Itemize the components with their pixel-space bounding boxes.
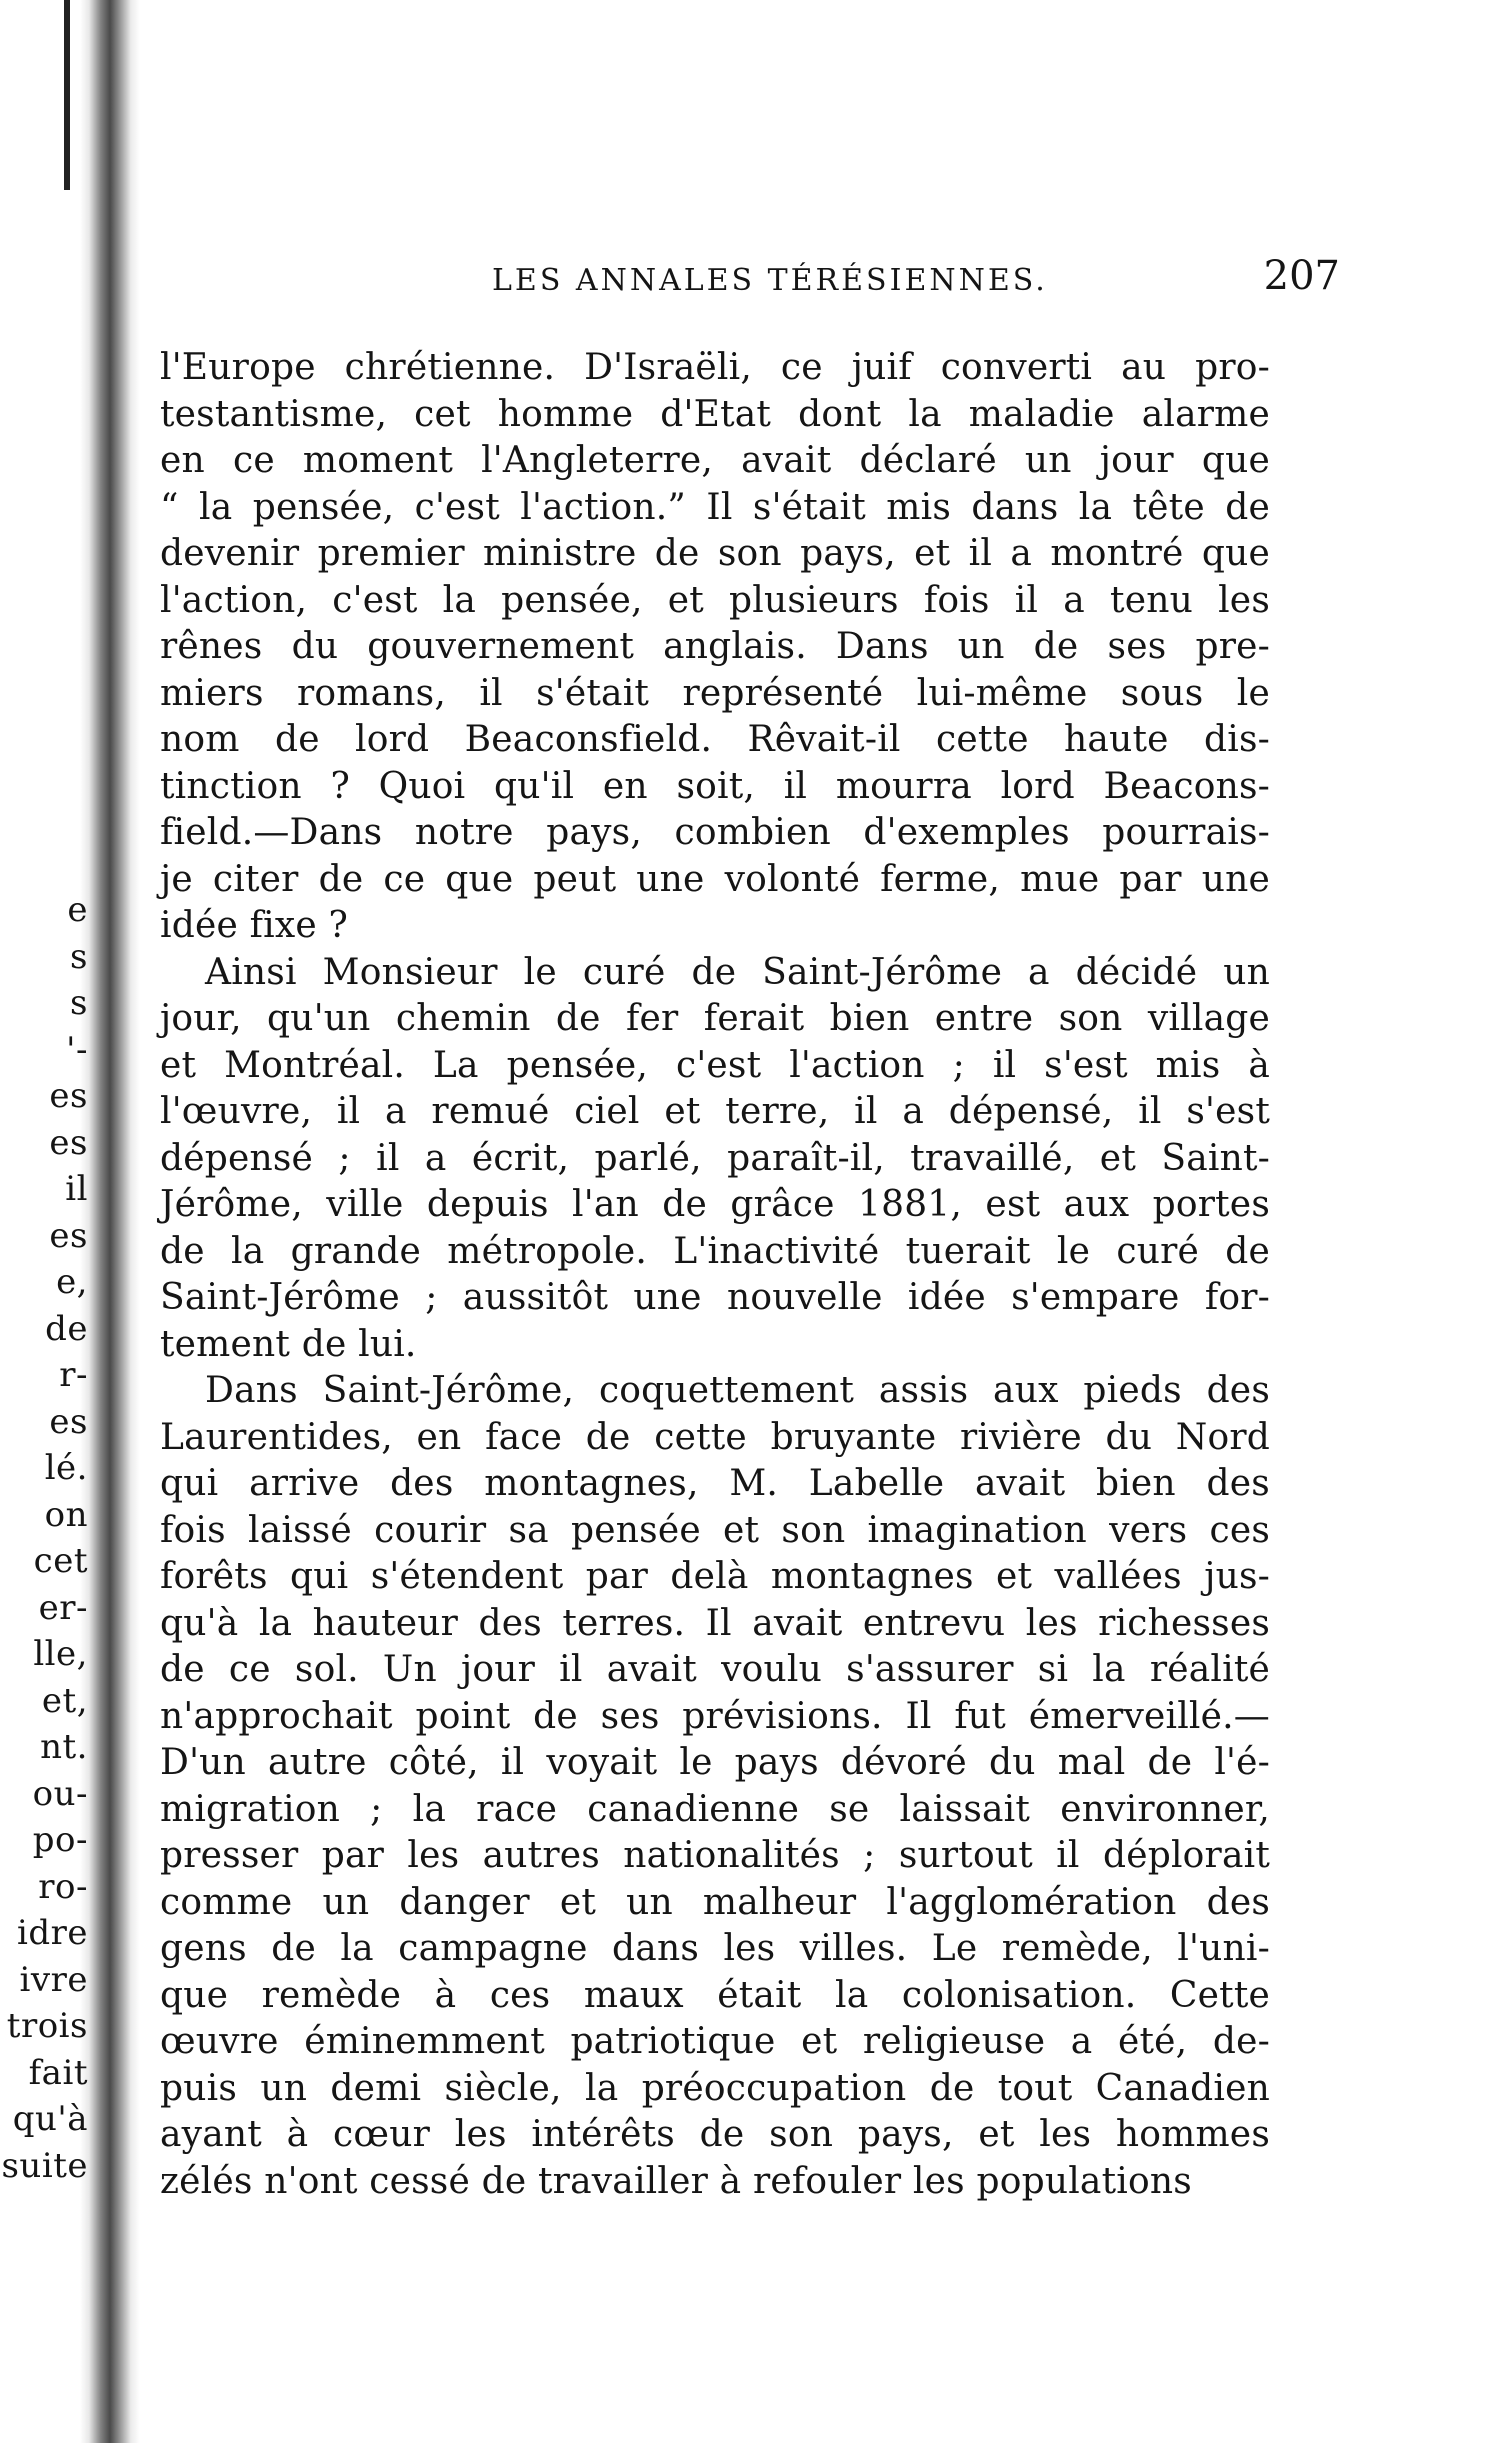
text-line: migration ; la race canadienne se laissait environner,	[160, 1788, 1270, 1830]
body-text	[160, 345, 1340, 2205]
text-line: zélés n'ont cessé de travailler à refouler les populations	[160, 2160, 1192, 2202]
book-page	[160, 255, 1340, 2205]
text-line: Jérôme, ville depuis l'an de grâce 1881, est aux portes	[160, 1184, 1270, 1225]
text-line: testantisme, cet homme d'Etat dont la maladie alarme	[160, 393, 1270, 435]
text-line: rênes du gouvernement anglais. Dans un de ses pre-	[160, 626, 1270, 667]
text-line: Ainsi Monsieur le curé de Saint-Jérôme a décidé un	[205, 951, 1270, 993]
text-line: dépensé ; il a écrit, parlé, paraît-il, travaillé, et Saint-	[160, 1137, 1270, 1179]
page-number: 207	[1263, 253, 1340, 299]
text-line: qui arrive des montagnes, M. Labelle avait bien des	[160, 1463, 1270, 1504]
text-line: et Montréal. La pensée, c'est l'action ; il s'est mis à	[160, 1044, 1270, 1086]
facing-page-text-fragment: il	[65, 1169, 88, 1209]
text-line: devenir premier ministre de son pays, et il a montré que	[160, 533, 1270, 574]
facing-page-text-fragment: es	[49, 1076, 88, 1116]
facing-page-text-fragment: et,	[41, 1680, 88, 1721]
facing-page-text-fragment: e	[67, 890, 88, 930]
text-line: jour, qu'un chemin de fer ferait bien entre son village	[160, 998, 1270, 1039]
text-line: Saint-Jérôme ; aussitôt une nouvelle idée s'empare for-	[160, 1277, 1270, 1318]
facing-page-text-fragment: r-	[59, 1355, 88, 1395]
facing-page-text-fragment: ro-	[38, 1866, 88, 1907]
text-line: de la grande métropole. L'inactivité tuerait le curé de	[160, 1230, 1270, 1272]
text-line: miers romans, il s'était représenté lui-même sous le	[160, 672, 1270, 714]
facing-page-text-fragment: suite	[1, 2145, 88, 2186]
text-line: tinction ? Quoi qu'il en soit, il mourra lord Beacons-	[160, 765, 1270, 807]
facing-page-text-fragment: nt.	[40, 1727, 88, 1767]
text-line: qu'à la hauteur des terres. Il avait entrevu les richesses	[160, 1602, 1270, 1644]
facing-page-text-fragment: cet	[33, 1541, 88, 1581]
text-line: Laurentides, en face de cette bruyante rivière du Nord	[160, 1416, 1270, 1458]
facing-page-text-fragment: ivre	[19, 1959, 88, 2000]
facing-page-text-fragment: e,	[56, 1262, 88, 1302]
facing-page-text-fragment: lle,	[33, 1634, 88, 1674]
text-line: field.—Dans notre pays, combien d'exemples pourrais-	[160, 812, 1270, 853]
text-line: comme un danger et un malheur l'agglomération des	[160, 1881, 1270, 1923]
facing-page-text-fragment: fait	[28, 2052, 88, 2093]
text-line: D'un autre côté, il voyait le pays dévoré du mal de l'é-	[160, 1742, 1270, 1783]
facing-page-text-fragment: '-	[66, 1029, 88, 1070]
page-header	[160, 255, 1340, 315]
facing-page-text-fragment: s	[70, 936, 88, 977]
text-line: gens de la campagne dans les villes. Le remède, l'uni-	[160, 1928, 1270, 1969]
text-line: nom de lord Beaconsfield. Rêvait-il cette haute dis-	[160, 719, 1270, 760]
facing-page-text-fragment: es	[49, 1122, 88, 1163]
facing-page-text-fragment: trois	[6, 2006, 88, 2046]
facing-page-text-fragment: ou-	[32, 1773, 88, 1814]
text-line: Dans Saint-Jérôme, coquettement assis aux pieds des	[205, 1370, 1270, 1411]
text-line: de ce sol. Un jour il avait voulu s'assurer si la réalité	[160, 1649, 1270, 1690]
text-line: en ce moment l'Angleterre, avait déclaré un jour que	[160, 440, 1270, 481]
facing-page-text-fragment: es	[49, 1215, 88, 1256]
facing-page-text-fragment: qu'à	[12, 2099, 88, 2139]
text-line: tement de lui.	[160, 1323, 417, 1365]
facing-page-text-fragment: de	[45, 1308, 88, 1349]
text-line: l'œuvre, il a remué ciel et terre, il a dépensé, il s'est	[160, 1091, 1270, 1132]
facing-page-text-fragment: es	[49, 1401, 88, 1442]
facing-page-fragment	[0, 0, 150, 2443]
text-line: puis un demi siècle, la préoccupation de tout Canadien	[160, 2067, 1270, 2109]
text-line: “ la pensée, c'est l'action.” Il s'était mis dans la tête de	[160, 486, 1270, 528]
facing-page-text-fragment: po-	[32, 1820, 88, 1860]
text-line: l'Europe chrétienne. D'Israëli, ce juif converti au pro-	[160, 347, 1270, 388]
facing-page-text-fragment: on	[44, 1494, 88, 1535]
running-head: LES ANNALES TÉRÉSIENNES.	[492, 263, 1048, 298]
text-line: presser par les autres nationalités ; surtout il déplorait	[160, 1835, 1270, 1876]
text-line: je citer de ce que peut une volonté ferme, mue par une	[160, 858, 1270, 900]
text-line: que remède à ces maux était la colonisation. Cette	[160, 1974, 1270, 2016]
text-line: œuvre éminemment patriotique et religieuse a été, de-	[160, 2021, 1270, 2062]
text-line: l'action, c'est la pensée, et plusieurs fois il a tenu les	[160, 579, 1270, 621]
facing-page-text-fragment: er-	[38, 1587, 88, 1628]
facing-page-text-fragment: idre	[16, 1913, 88, 1953]
facing-page-text-fragment: lé.	[44, 1448, 88, 1488]
text-line: idée fixe ?	[160, 905, 349, 946]
text-line: ayant à cœur les intérêts de son pays, et les hommes	[160, 2114, 1270, 2155]
text-line: forêts qui s'étendent par delà montagnes et vallées jus-	[160, 1556, 1270, 1597]
text-line: fois laissé courir sa pensée et son imagination vers ces	[160, 1509, 1270, 1551]
text-line: n'approchait point de ses prévisions. Il fut émerveillé.—	[160, 1695, 1270, 1737]
facing-page-text-fragment: s	[70, 983, 88, 1023]
